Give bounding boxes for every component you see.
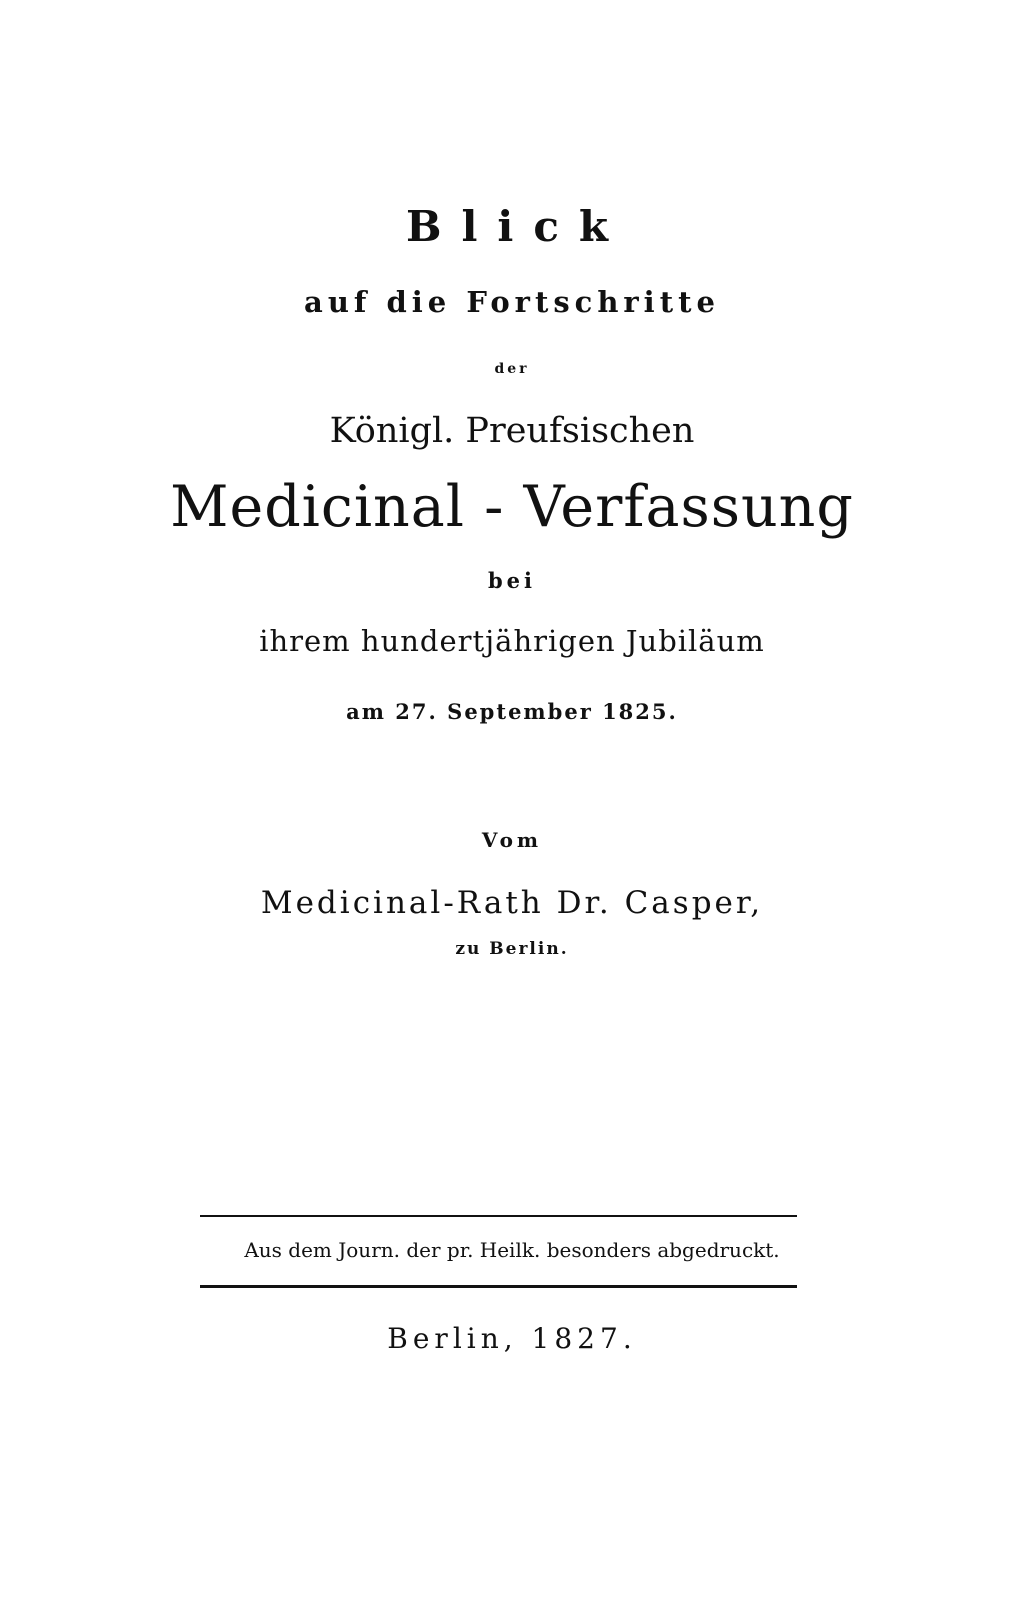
connector-der: der <box>494 361 530 377</box>
imprint-note: Aus dem Journ. der pr. Heilk. besonders abgedruckt. <box>244 1238 780 1262</box>
date-line: am 27. September 1825. <box>346 699 678 724</box>
title-word: Blick <box>405 202 629 251</box>
jubilee-line: ihrem hundertjährigen Jubiläum <box>259 624 765 658</box>
kingdom-line: Königl. Preufsischen <box>329 411 695 451</box>
top-divider-rule <box>200 1215 797 1217</box>
bottom-divider-rule <box>200 1285 797 1288</box>
main-title: Medicinal - Verfassung <box>170 474 854 540</box>
place-year: Berlin, 1827. <box>387 1322 637 1355</box>
subtitle: auf die Fortschritte <box>304 285 720 319</box>
byline-vom: Vom <box>481 828 543 852</box>
author-line: Medicinal-Rath Dr. Casper, <box>260 885 764 921</box>
connector-bei: bei <box>487 568 537 593</box>
author-location: zu Berlin. <box>455 939 569 959</box>
